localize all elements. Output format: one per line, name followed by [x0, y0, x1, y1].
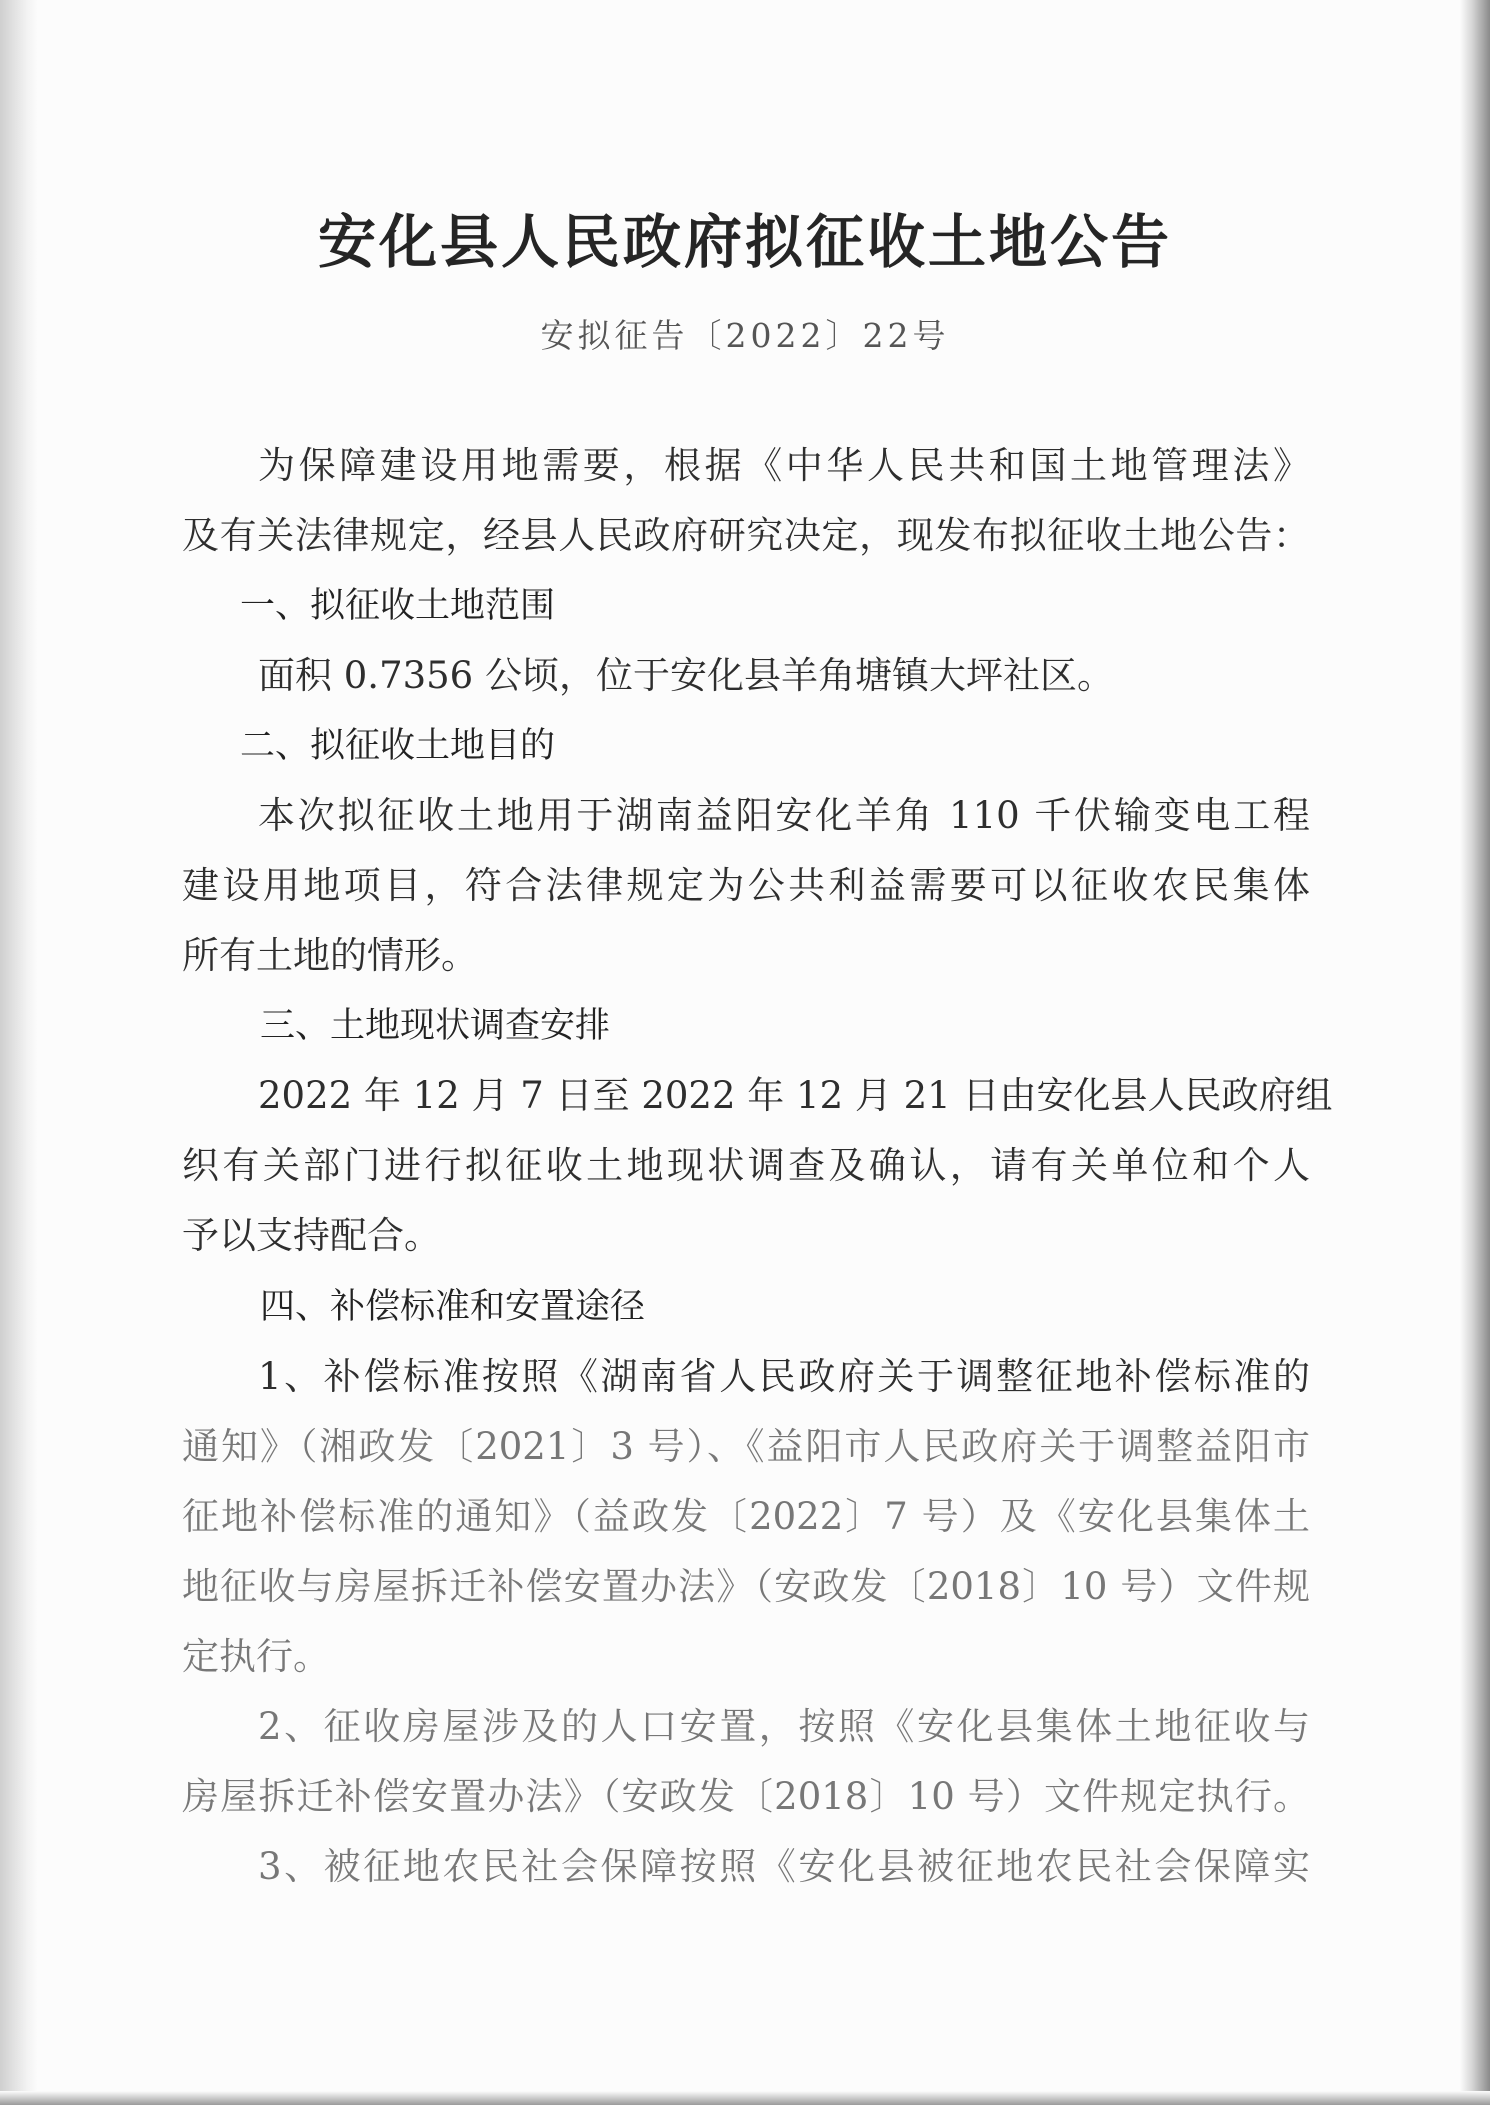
section-4-item-1-line-4: 地征收与房屋拆迁补偿安置办法》（安政发〔2018〕10 号）文件规 — [182, 1565, 1310, 1608]
document-number: 安拟征告〔2022〕22号 — [540, 316, 950, 355]
intro-line-2: 及有关法律规定，经县人民政府研究决定，现发布拟征收土地公告： — [182, 514, 1310, 557]
section-3-line-2: 织有关部门进行拟征收土地现状调查及确认，请有关单位和个人 — [182, 1144, 1310, 1187]
section-4-item-1-line-3: 征地补偿标准的通知》（益政发〔2022〕7 号）及《安化县集体土 — [182, 1495, 1310, 1538]
section-4-item-2-line-2: 房屋拆迁补偿安置办法》（安政发〔2018〕10 号）文件规定执行。 — [182, 1775, 1310, 1818]
section-4-item-1-line-5: 定执行。 — [182, 1635, 330, 1678]
section-4-heading: 四、补偿标准和安置途径 — [260, 1287, 646, 1327]
section-4-item-2-line-1: 2、征收房屋涉及的人口安置，按照《安化县集体土地征收与 — [258, 1705, 1310, 1748]
section-1-heading: 一、拟征收土地范围 — [240, 586, 556, 626]
section-2-line-1: 本次拟征收土地用于湖南益阳安化羊角 110 千伏输变电工程 — [258, 794, 1310, 837]
section-3-line-1: 2022 年 12 月 7 日至 2022 年 12 月 21 日由安化县人民政府组 — [258, 1074, 1333, 1117]
section-3-heading: 三、土地现状调查安排 — [260, 1006, 611, 1046]
section-3-line-3: 予以支持配合。 — [182, 1214, 441, 1257]
page-title: 安化县人民政府拟征收土地公告 — [317, 208, 1172, 276]
scan-bottom-edge — [0, 2091, 1490, 2105]
section-2-line-2: 建设用地项目，符合法律规定为公共利益需要可以征收农民集体 — [182, 864, 1310, 907]
section-1-line-1: 面积 0.7356 公顷，位于安化县羊角塘镇大坪社区。 — [258, 654, 1114, 697]
section-2-heading: 二、拟征收土地目的 — [240, 726, 556, 766]
section-4-item-1-line-2: 通知》（湘政发〔2021〕3 号）、《益阳市人民政府关于调整益阳市 — [182, 1425, 1310, 1468]
intro-line-1: 为保障建设用地需要，根据《中华人民共和国土地管理法》 — [258, 444, 1310, 487]
section-2-line-3: 所有土地的情形。 — [182, 934, 478, 977]
section-4-item-3-line-1: 3、被征地农民社会保障按照《安化县被征地农民社会保障实 — [258, 1845, 1310, 1888]
section-4-item-1-line-1: 1、补偿标准按照《湖南省人民政府关于调整征地补偿标准的 — [258, 1355, 1310, 1398]
